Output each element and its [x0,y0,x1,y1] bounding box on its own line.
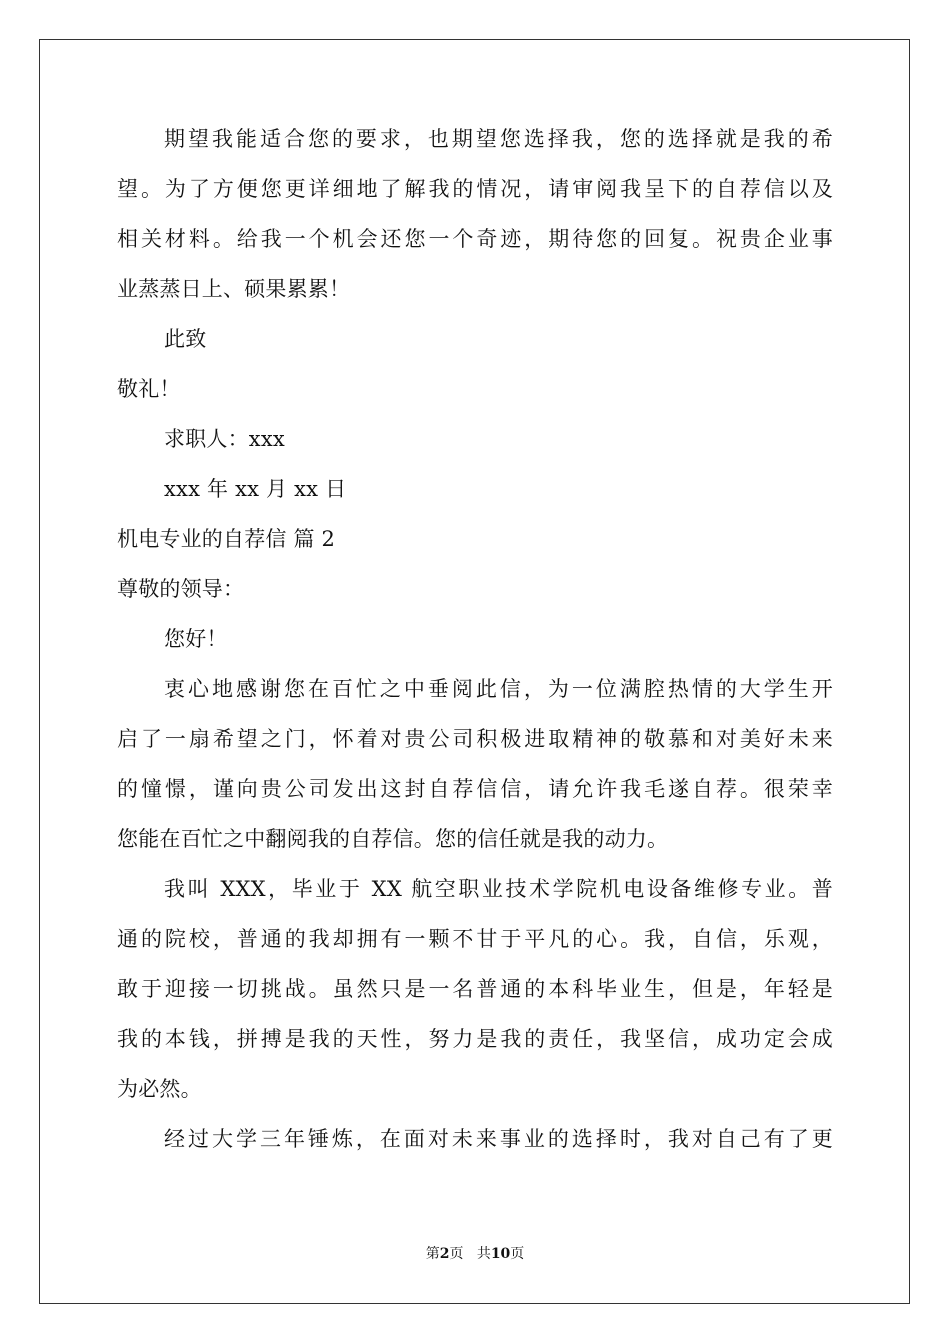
total-suffix: 页 [510,1246,525,1262]
total-prefix: 共 [476,1246,491,1262]
paragraph-line: 经过大学三年锤炼，在面对未来事业的选择时，我对自己有了更 [164,1127,833,1151]
paragraph-line: 我的本钱，拼搏是我的天性，努力是我的责任，我坚信，成功定会成 [117,1027,833,1051]
paragraph-line: 我叫 XXX，毕业于 XX 航空职业技术学院机电设备维修专业。普 [164,877,833,901]
paragraph-line: 业蒸蒸日上、硕果累累！ [117,277,351,301]
letter-date: xxx 年 xx 月 xx 日 [164,477,347,501]
paragraph-line: 您能在百忙之中翻阅我的自荐信。您的信任就是我的动力。 [117,827,669,851]
page-number: 2 [439,1246,450,1262]
closing-salutation: 此致 [164,327,207,351]
paragraph-line: 的憧憬，谨向贵公司发出这封自荐信信，请允许我毛遂自荐。很荣幸 [117,777,833,801]
page-suffix: 页 [449,1246,464,1262]
greeting-hello: 您好！ [164,627,228,651]
page-footer [0,1245,950,1263]
paragraph-line: 期望我能适合您的要求，也期望您选择我，您的选择就是我的希 [164,127,833,151]
total-pages: 10 [490,1246,511,1262]
applicant-signature: 求职人：xxx [164,427,285,451]
page-prefix: 第 [425,1246,440,1262]
paragraph-line: 衷心地感谢您在百忙之中垂阅此信，为一位满腔热情的大学生开 [164,677,833,701]
letter-greeting: 尊敬的领导： [117,577,245,601]
paragraph-line: 启了一扇希望之门，怀着对贵公司积极进取精神的敬慕和对美好未来 [117,727,833,751]
closing-regards: 敬礼！ [117,377,181,401]
paragraph-line: 望。为了方便您更详细地了解我的情况，请审阅我呈下的自荐信以及 [117,177,833,201]
paragraph-line: 敢于迎接一切挑战。虽然只是一名普通的本科毕业生，但是，年轻是 [117,977,833,1001]
paragraph-line: 相关材料。给我一个机会还您一个奇迹，期待您的回复。祝贵企业事 [117,227,833,251]
paragraph-line: 通的院校，普通的我却拥有一颗不甘于平凡的心。我，自信，乐观， [117,927,833,951]
section-heading: 机电专业的自荐信 篇 2 [117,527,336,551]
paragraph-line: 为必然。 [117,1077,202,1101]
